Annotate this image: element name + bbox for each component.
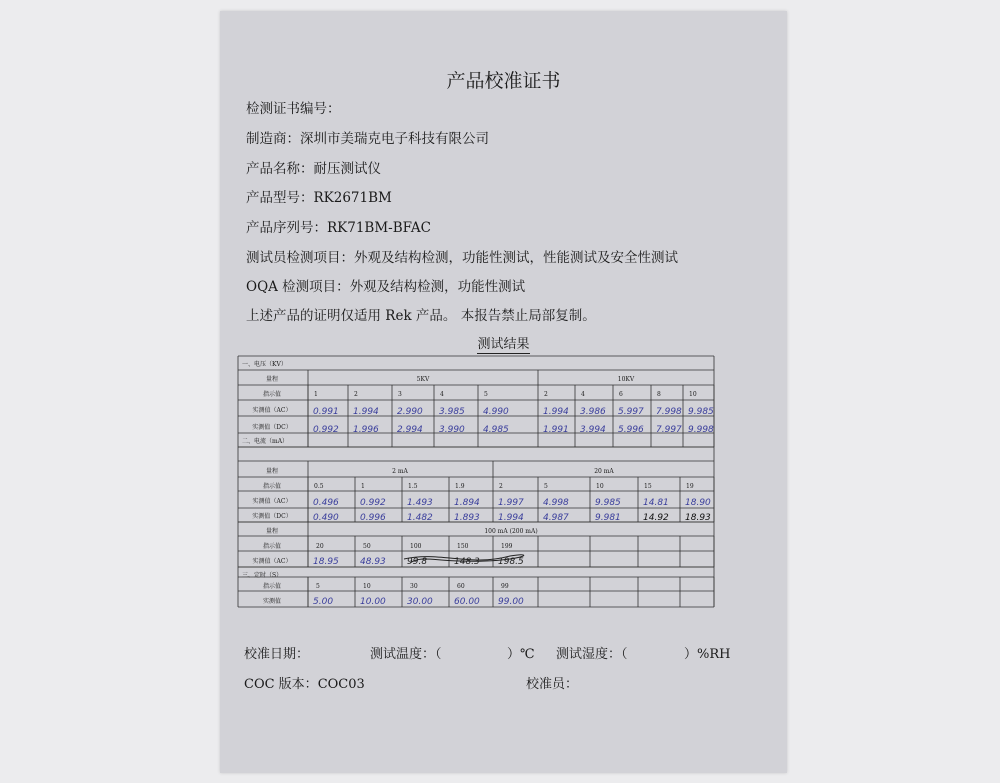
field-label: 制造商： <box>246 131 300 147</box>
current-indicated-cell: 0.5 <box>314 483 324 490</box>
current-ac-cell: 18.90 <box>685 498 711 508</box>
timer-indicated-cell: 10 <box>363 583 371 590</box>
current-high-ac-cell: 148.3 <box>454 557 480 567</box>
current-dc-cell: 0.996 <box>360 513 386 523</box>
humidity-label: 测试湿度：（ <box>556 647 628 662</box>
section-current-label: 二、电流（mA） <box>242 438 289 445</box>
voltage-dc-cell: 3.990 <box>439 425 465 435</box>
calibrator-label: 校准员： <box>526 677 579 692</box>
field-value: 外观及结构检测，功能性测试，性能测试及安全性测试 <box>354 250 678 266</box>
current-dc-cell: 0.490 <box>313 513 339 523</box>
section-voltage-label: 一、电压（KV） <box>242 361 287 368</box>
current-indicated-cell: 15 <box>644 483 652 490</box>
current-ac-cell: 9.985 <box>595 498 621 508</box>
voltage-indicated-cell: 10 <box>689 391 697 398</box>
current-indicated-cell: 10 <box>596 483 604 490</box>
voltage-dc-cell: 2.994 <box>397 425 423 435</box>
voltage-dc-cell: 0.992 <box>313 425 339 435</box>
current-ac-cell: 1.894 <box>454 498 480 508</box>
voltage-ac-cell: 0.991 <box>313 407 339 417</box>
voltage-indicated-cell: 8 <box>657 391 661 398</box>
field-value: 深圳市美瑞克电子科技有限公司 <box>300 131 489 147</box>
voltage-indicated-cell: 1 <box>314 391 318 398</box>
voltage-indicated-cell: 5 <box>484 391 488 398</box>
indicated-label: 指示值 <box>262 391 282 398</box>
field-label: 产品序列号： <box>246 220 327 236</box>
field-value: 外观及结构检测，功能性测试 <box>349 279 526 295</box>
current-high-ac-cell: 198.5 <box>498 557 524 567</box>
voltage-ac-cell: 7.998 <box>656 407 682 417</box>
current-dc-cell: 4.987 <box>543 513 569 523</box>
indicated-label: 指示值 <box>262 483 282 490</box>
voltage-dc-cell: 1.996 <box>353 425 379 435</box>
current-indicated-cell: 19 <box>686 483 694 490</box>
voltage-dc-cell: 3.994 <box>580 425 606 435</box>
indicated-label: 指示值 <box>262 583 282 590</box>
timer-indicated-cell: 60 <box>457 583 465 590</box>
field-label: OQA 检测项目： <box>246 279 350 295</box>
range-label: 量程 <box>265 468 279 475</box>
timer-measured-cell: 10.00 <box>360 597 386 607</box>
field-label: 产品型号： <box>246 190 314 206</box>
voltage-dc-cell: 9.998 <box>688 425 714 435</box>
field-value: RK2671BM <box>313 190 392 206</box>
voltage-ac-cell: 4.990 <box>483 407 509 417</box>
current-ac-cell: 14.81 <box>643 498 669 508</box>
range-5kv: 5KV <box>416 376 430 383</box>
range-100ma: 100 mA (200 mA) <box>484 528 538 535</box>
current-dc-cell: 14.92 <box>643 513 669 523</box>
measured-dc-label: 实测值（DC） <box>252 513 292 520</box>
field-label: 测试员检测项目： <box>246 250 354 266</box>
current-high-indicated-cell: 20 <box>316 543 324 550</box>
voltage-indicated-cell: 4 <box>440 391 444 398</box>
field-value: 上述产品的证明仅适用 Rek 产品。 本报告禁止局部复制。 <box>246 308 596 324</box>
range-2ma: 2 mA <box>392 468 408 475</box>
voltage-indicated-cell: 2 <box>354 391 358 398</box>
field-label: 产品名称： <box>246 161 314 177</box>
measured-dc-label: 实测值（DC） <box>252 424 292 431</box>
current-high-indicated-cell: 150 <box>457 543 469 550</box>
current-indicated-cell: 1.5 <box>408 483 418 490</box>
coc-version <box>244 673 365 692</box>
indicated-label: 指示值 <box>262 543 282 550</box>
timer-measured-cell: 5.00 <box>313 597 334 607</box>
measured-ac-label: 实测值（AC） <box>252 558 292 565</box>
certificate-sheet <box>220 11 787 773</box>
current-dc-cell: 1.994 <box>498 513 524 523</box>
range-label: 量程 <box>265 376 279 383</box>
current-high-ac-cell: 18.95 <box>313 557 339 567</box>
current-dc-cell: 1.482 <box>407 513 433 523</box>
voltage-indicated-cell: 2 <box>544 391 548 398</box>
voltage-dc-cell: 1.991 <box>543 425 569 435</box>
field-value: 耐压测试仪 <box>313 161 381 177</box>
current-indicated-cell: 1 <box>361 483 365 490</box>
current-indicated-cell: 2 <box>499 483 503 490</box>
range-10kv: 10KV <box>617 376 635 383</box>
voltage-ac-cell: 1.994 <box>353 407 379 417</box>
current-high-indicated-cell: 50 <box>363 543 371 550</box>
voltage-ac-cell: 9.985 <box>688 407 714 417</box>
voltage-ac-cell: 5.997 <box>618 407 644 417</box>
field-value: RK71BM-BFAC <box>327 220 431 236</box>
humidity-unit: ）%RH <box>684 647 731 662</box>
current-indicated-cell: 1.9 <box>455 483 465 490</box>
voltage-indicated-cell: 3 <box>398 391 402 398</box>
temperature-label: 测试温度：（ <box>370 647 442 662</box>
current-high-ac-cell: 48.93 <box>360 557 386 567</box>
current-ac-cell: 1.493 <box>407 498 433 508</box>
measured-ac-label: 实测值（AC） <box>252 498 292 505</box>
current-ac-cell: 4.998 <box>543 498 569 508</box>
voltage-dc-cell: 5.996 <box>618 425 644 435</box>
timer-indicated-cell: 30 <box>410 583 418 590</box>
current-ac-cell: 0.496 <box>313 498 339 508</box>
timer-measured-cell: 99.00 <box>498 597 524 607</box>
timer-indicated-cell: 99 <box>501 583 509 590</box>
current-high-ac-cell: 99.8 <box>407 557 428 567</box>
timer-measured-cell: 30.00 <box>407 597 433 607</box>
document-title: 产品校准证书 <box>446 70 561 92</box>
results-title: 测试结果 <box>477 337 530 352</box>
current-dc-cell: 1.893 <box>454 513 480 523</box>
voltage-ac-cell: 3.985 <box>439 407 465 417</box>
range-20ma: 20 mA <box>594 468 614 475</box>
voltage-ac-cell: 3.986 <box>580 407 606 417</box>
range-label: 量程 <box>265 528 279 535</box>
section-timer-label: 三、定时（S） <box>242 572 283 579</box>
current-ac-cell: 0.992 <box>360 498 386 508</box>
voltage-indicated-cell: 4 <box>581 391 585 398</box>
coc-value: COC03 <box>317 677 365 692</box>
current-indicated-cell: 5 <box>544 483 548 490</box>
voltage-dc-cell: 4.985 <box>483 425 509 435</box>
current-ac-cell: 1.997 <box>498 498 524 508</box>
current-dc-cell: 18.93 <box>685 513 711 523</box>
current-dc-cell: 9.981 <box>595 513 621 523</box>
current-high-indicated-cell: 100 <box>410 543 422 550</box>
temperature-unit: ）℃ <box>507 647 535 662</box>
voltage-dc-cell: 7.997 <box>656 425 682 435</box>
voltage-ac-cell: 1.994 <box>543 407 569 417</box>
field-label: 检测证书编号： <box>246 101 341 117</box>
measured-label: 实测值 <box>262 598 282 605</box>
voltage-ac-cell: 2.990 <box>397 407 423 417</box>
calibration-date-label: 校准日期： <box>244 647 310 662</box>
timer-measured-cell: 60.00 <box>454 597 480 607</box>
measured-ac-label: 实测值（AC） <box>252 407 292 414</box>
coc-label: COC 版本： <box>244 677 318 692</box>
timer-indicated-cell: 5 <box>316 583 320 590</box>
current-high-indicated-cell: 199 <box>501 543 513 550</box>
voltage-indicated-cell: 6 <box>619 391 623 398</box>
